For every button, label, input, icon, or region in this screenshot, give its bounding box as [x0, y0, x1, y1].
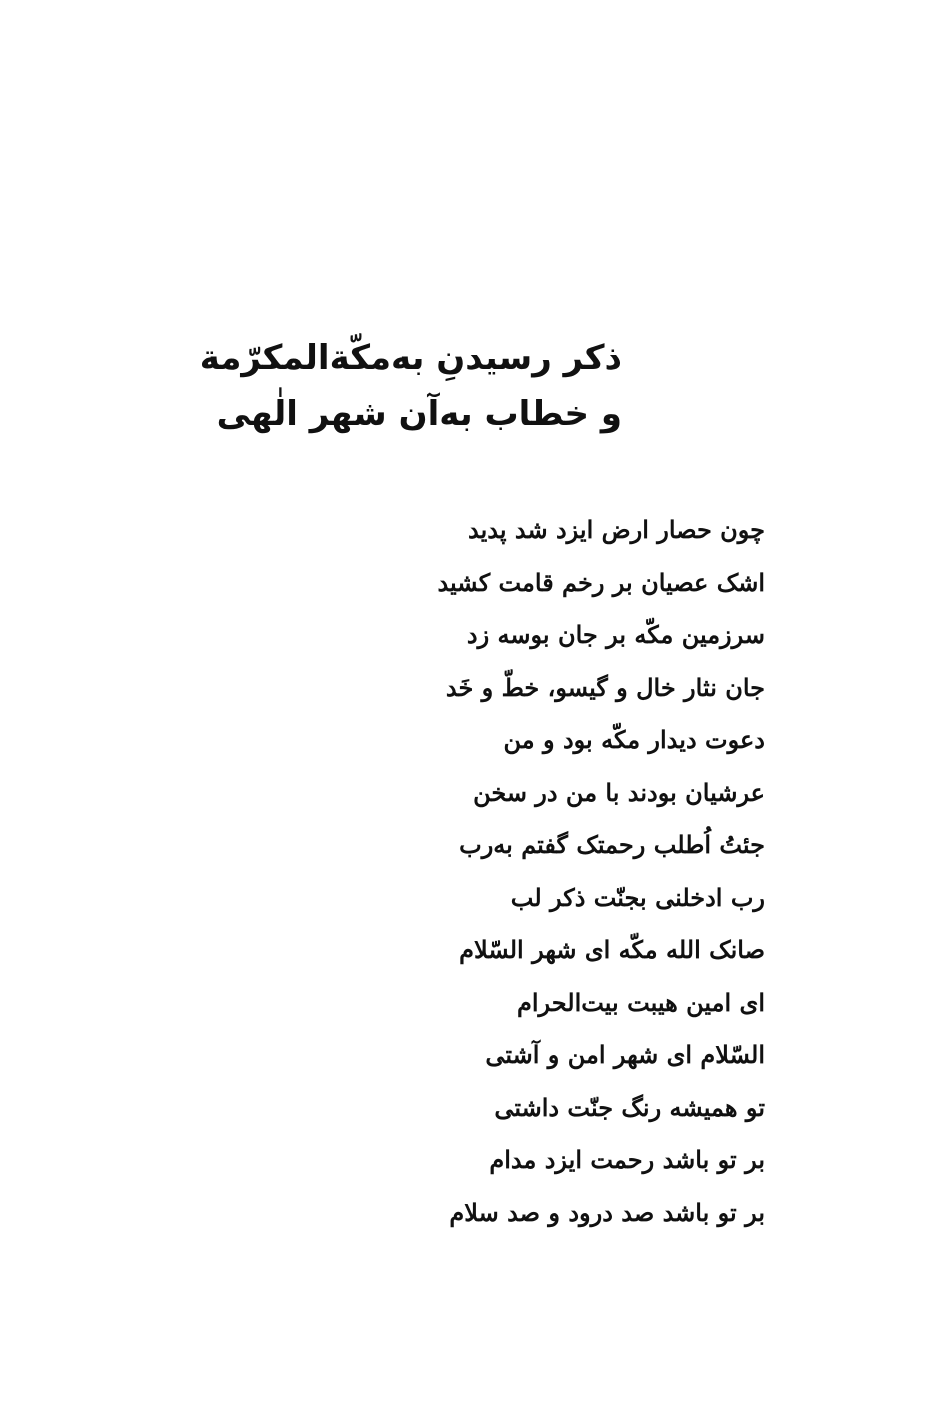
- chapter-title-line-2: و خطاب به‌آن شهر الٰهی: [216, 394, 622, 434]
- poem-verses: [300, 504, 765, 1239]
- verse-line-13: بر تو باشد رحمت ایزد مدام: [489, 1145, 765, 1174]
- verse-line-6: عرشیان بودند با من در سخن: [473, 777, 765, 807]
- verse-line-2: اشک عصیان بر رخم قامت کشید: [437, 567, 765, 597]
- verse-line-4: جان نثار خال و گیسو، خطّ و خَد: [445, 672, 765, 702]
- verse-line-14: بر تو باشد صد درود و صد سلام: [449, 1197, 765, 1227]
- verse-line-1: چون حصار ارض ایزد شد پدید: [468, 515, 765, 544]
- verse-line-10: ای امین هیبت بیت‌الحرام: [517, 987, 765, 1017]
- verse-line-9: صانک الله مکّه ای شهر السّلام: [459, 935, 765, 964]
- verse-line-7: جئتُ اُطلب رحمتک گفتم به‌رب: [459, 830, 765, 859]
- verse-line-11: السّلام ای شهر امن و آشتی: [485, 1040, 765, 1069]
- chapter-title: [200, 330, 622, 442]
- chapter-title-line-1: ذکر رسیدنِ به‌مکّةالمکرّمة: [199, 338, 622, 378]
- verse-line-8: رب ادخلنی بجنّت ذکر لب: [510, 882, 765, 912]
- verse-line-5: دعوت دیدار مکّه بود و من: [503, 725, 765, 754]
- verse-line-3: سرزمین مکّه بر جان بوسه زد: [466, 620, 765, 649]
- verse-line-12: تو همیشه رنگ جنّت داشتی: [494, 1092, 765, 1122]
